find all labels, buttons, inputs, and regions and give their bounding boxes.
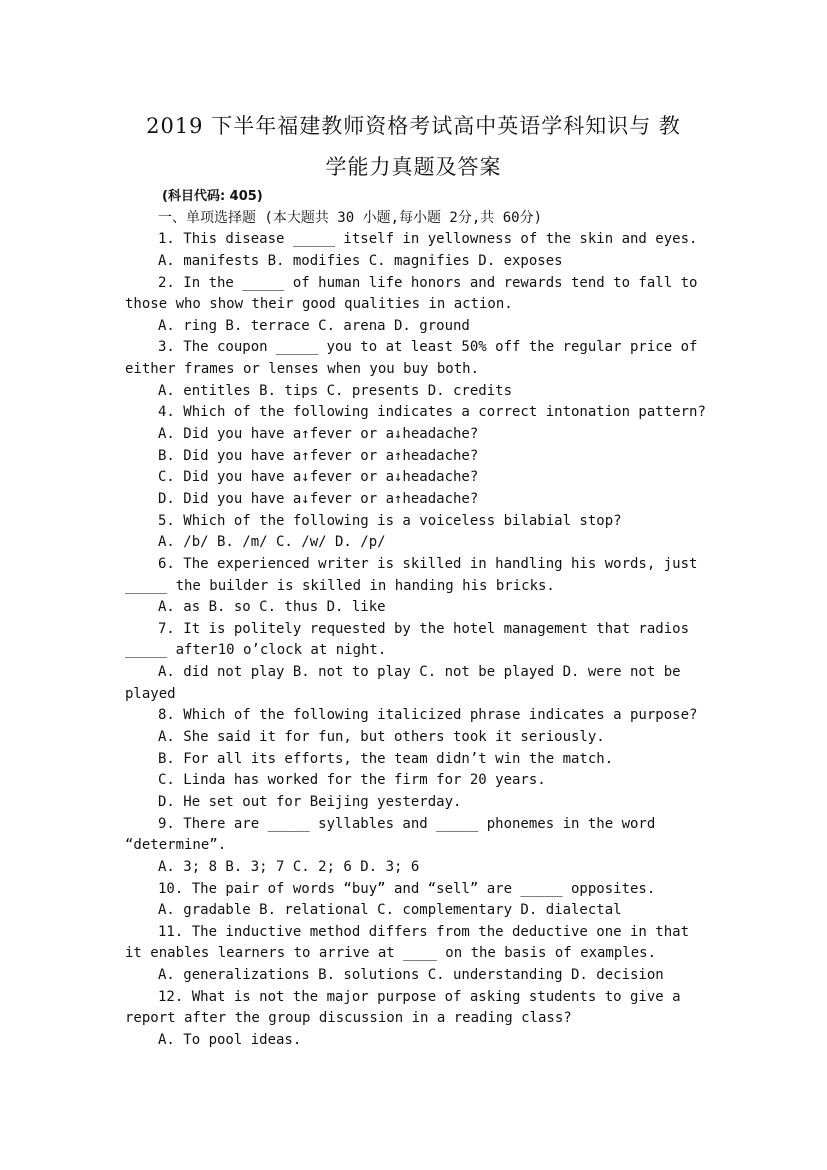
text-line: played [125,685,176,702]
text-line: 7. It is politely requested by the hotel management that radios [158,620,690,637]
text-line: _____ after10 o’clock at night. [125,642,387,659]
question-lines [0,229,827,1051]
text-line: A. ring B. terrace C. arena D. ground [158,317,470,334]
text-line: A. generalizations B. solutions C. understanding D. decision [158,967,664,984]
text-line: 11. The inductive method differs from the deductive one in that [158,923,690,940]
text-line: A. She said it for fun, but others took it seriously. [158,729,605,746]
text-line: B. Did you have a↑fever or a↑headache? [158,447,479,464]
text-line: 2. In the _____ of human life honors and rewards tend to fall to [158,274,698,291]
text-line: those who show their good qualities in action. [125,296,513,313]
text-line: 8. Which of the following italicized phrase indicates a purpose? [158,707,698,724]
text-line: D. He set out for Beijing yesterday. [158,793,462,810]
subject-code: (科目代码: 405) [162,189,263,204]
text-line: 3. The coupon _____ you to at least 50% off the regular price of [158,339,698,356]
text-line: A. gradable B. relational C. complementary D. dialectal [158,902,622,919]
text-line: C. Linda has worked for the firm for 20 years. [158,772,546,789]
text-line: _____ the builder is skilled in handing his bricks. [125,577,555,594]
text-line: B. For all its efforts, the team didn’t win the match. [158,750,614,767]
text-line: 9. There are _____ syllables and _____ phonemes in the word [158,815,656,832]
text-line: A. entitles B. tips C. presents D. credits [158,382,513,399]
text-line: 5. Which of the following is a voiceless bilabial stop? [158,512,622,529]
text-line: A. manifests B. modifies C. magnifies D. exposes [158,252,563,269]
text-line: either frames or lenses when you buy both. [125,361,480,378]
text-line: C. Did you have a↓fever or a↓headache? [158,469,479,486]
text-line: A. To pool ideas. [158,1031,302,1048]
text-line: A. 3; 8 B. 3; 7 C. 2; 6 D. 3; 6 [158,858,420,875]
document-body [0,186,827,1052]
document-title-line-1: 2019 下半年福建教师资格考试高中英语学科知识与 教 [146,114,681,138]
text-line: 1. This disease _____ itself in yellowness of the skin and eyes. [158,231,698,248]
text-line: A. Did you have a↑fever or a↓headache? [158,426,479,443]
text-line: D. Did you have a↓fever or a↑headache? [158,490,479,507]
text-line: report after the group discussion in a reading class? [125,1010,572,1027]
text-line: 12. What is not the major purpose of asking students to give a [158,988,681,1005]
document-title-line-2: 学能力真题及答案 [325,155,502,179]
text-line: “determine”. [125,837,227,854]
text-line: it enables learners to arrive at ____ on the basis of examples. [125,945,657,962]
text-line: A. as B. so C. thus D. like [158,599,386,616]
text-line: 4. Which of the following indicates a correct intonation pattern? [158,404,706,421]
text-line: 6. The experienced writer is skilled in handling his words, just [158,555,698,572]
text-line: A. /b/ B. /m/ C. /w/ D. /p/ [158,534,386,551]
section-heading: 一、单项选择题 (本大题共 30 小题,每小题 2分,共 60分) [158,209,543,226]
text-line: A. did not play B. not to play C. not be played D. were not be [158,664,681,681]
text-line: 10. The pair of words “buy” and “sell” are _____ opposites. [158,880,656,897]
